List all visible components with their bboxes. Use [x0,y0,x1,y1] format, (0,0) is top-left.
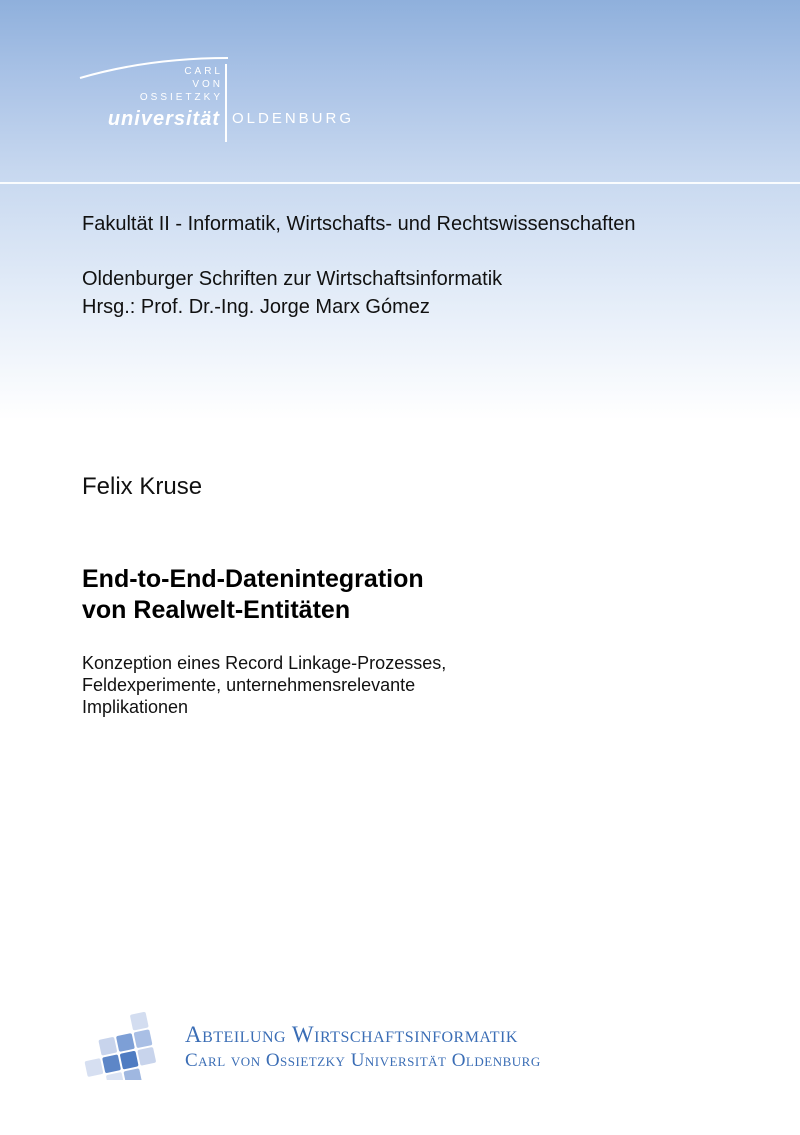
header-divider-line [0,182,800,184]
series-title: Oldenburger Schriften zur Wirtschaftsinformatik [82,268,503,290]
department-name: Abteilung Wirtschaftsinformatik [185,1022,518,1047]
university-logo [78,50,398,150]
department-logo-squares [78,1010,178,1080]
logo-vertical-bar [225,64,227,142]
book-subtitle-line-2: Feldexperimente, unternehmensrelevante [82,675,416,695]
squares-graphic [78,1010,178,1080]
book-subtitle-line-3: Implikationen [82,697,189,717]
faculty-line: Fakultät II - Informatik, Wirtschafts- und Rechtswissenschaften [82,213,636,235]
book-title [82,564,424,626]
series-editor: Hrsg.: Prof. Dr.-Ing. Jorge Marx Gómez [82,296,430,318]
logo-text-carl: CARL [184,66,223,77]
logo-text-universitaet: universität [107,108,220,130]
book-title-line-2: von Realwelt-Entitäten [82,596,351,624]
logo-text-ossietzky: OSSIETZKY [139,92,223,103]
book-subtitle-line-1: Konzeption eines Record Linkage-Prozesses, [82,653,447,673]
book-subtitle [82,652,446,718]
logo-text-oldenburg: OLDENBURG [232,110,355,127]
author-name: Felix Kruse [82,473,203,500]
book-title-line-1: End-to-End-Datenintegration [82,565,424,593]
logo-text-von: VON [192,79,223,90]
department-university: Carl von Ossietzky Universität Oldenburg [185,1050,541,1071]
